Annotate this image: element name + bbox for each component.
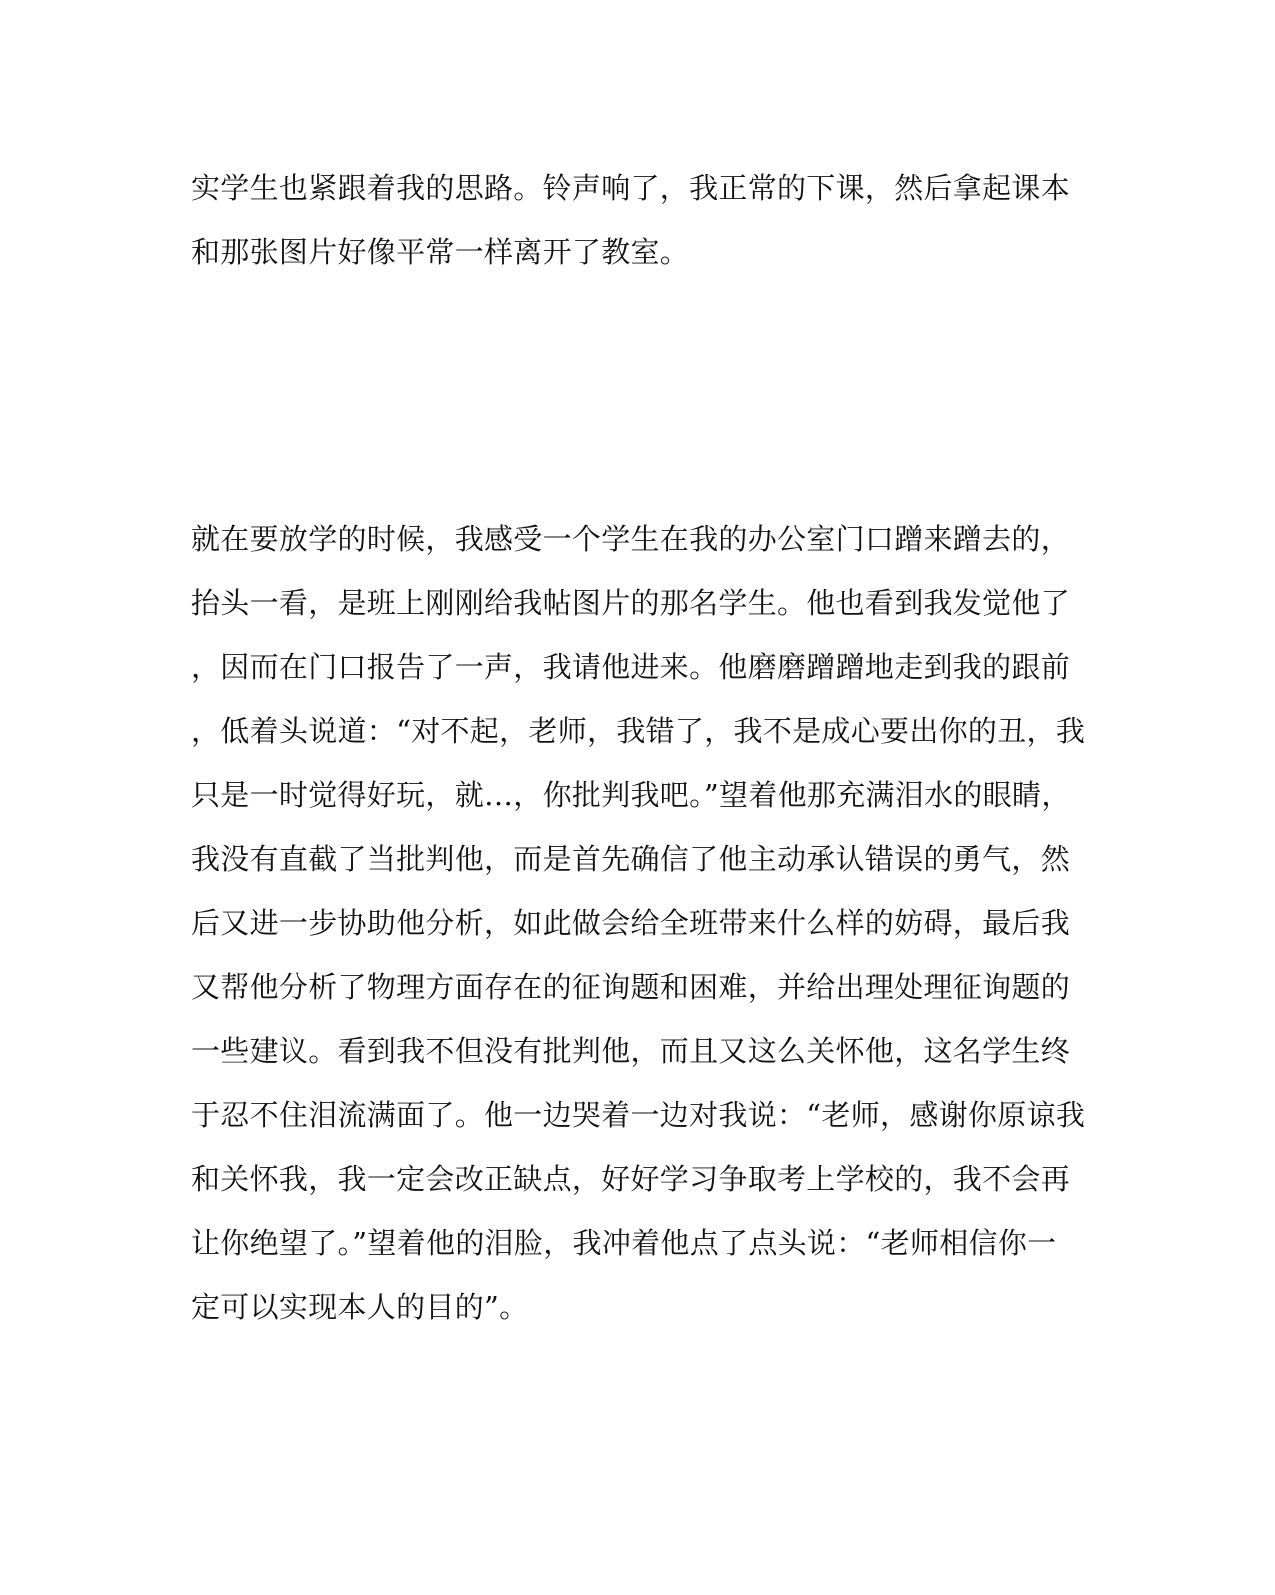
text-line: 和关怀我，我一定会改正缺点，好好学习争取考上学校的，我不会再 — [191, 1162, 1071, 1196]
text-line: 让你绝望了。”望着他的泪脸，我冲着他点了点头说：“老师相信你一 — [191, 1226, 1057, 1260]
text-line: ，因而在门口报告了一声，我请他进来。他磨磨蹭蹭地走到我的跟前 — [191, 650, 1071, 684]
text-line: 实学生也紧跟着我的思路。铃声响了，我正常的下课，然后拿起课本 — [191, 171, 1071, 205]
text-line: 又帮他分析了物理方面存在的征询题和困难，并给出理处理征询题的 — [191, 970, 1071, 1004]
paragraph-2 — [191, 507, 1086, 1339]
text-line: 一些建议。看到我不但没有批判他，而且又这么关怀他，这名学生终 — [191, 1034, 1071, 1068]
text-line: ，低着头说道：“对不起，老师，我错了，我不是成心要出你的丑，我 — [191, 714, 1086, 748]
text-line: 定可以实现本人的目的”。 — [191, 1290, 529, 1324]
text-line: 和那张图片好像平常一样离开了教室。 — [191, 235, 690, 269]
text-line: 我没有直截了当批判他，而是首先确信了他主动承认错误的勇气，然 — [191, 842, 1071, 876]
text-line: 于忍不住泪流满面了。他一边哭着一边对我说：“老师，感谢你原谅我 — [191, 1098, 1086, 1132]
text-line: 后又进一步协助他分析，如此做会给全班带来什么样的妨碍，最后我 — [191, 906, 1071, 940]
text-line: 抬头一看，是班上刚刚给我帖图片的那名学生。他也看到我发觉他了 — [191, 586, 1071, 620]
text-line: 只是一时觉得好玩，就…，你批判我吧。”望着他那充满泪水的眼睛， — [191, 778, 1071, 812]
paragraph-1 — [191, 156, 1071, 284]
text-line: 就在要放学的时候，我感受一个学生在我的办公室门口蹭来蹭去的， — [191, 522, 1071, 556]
